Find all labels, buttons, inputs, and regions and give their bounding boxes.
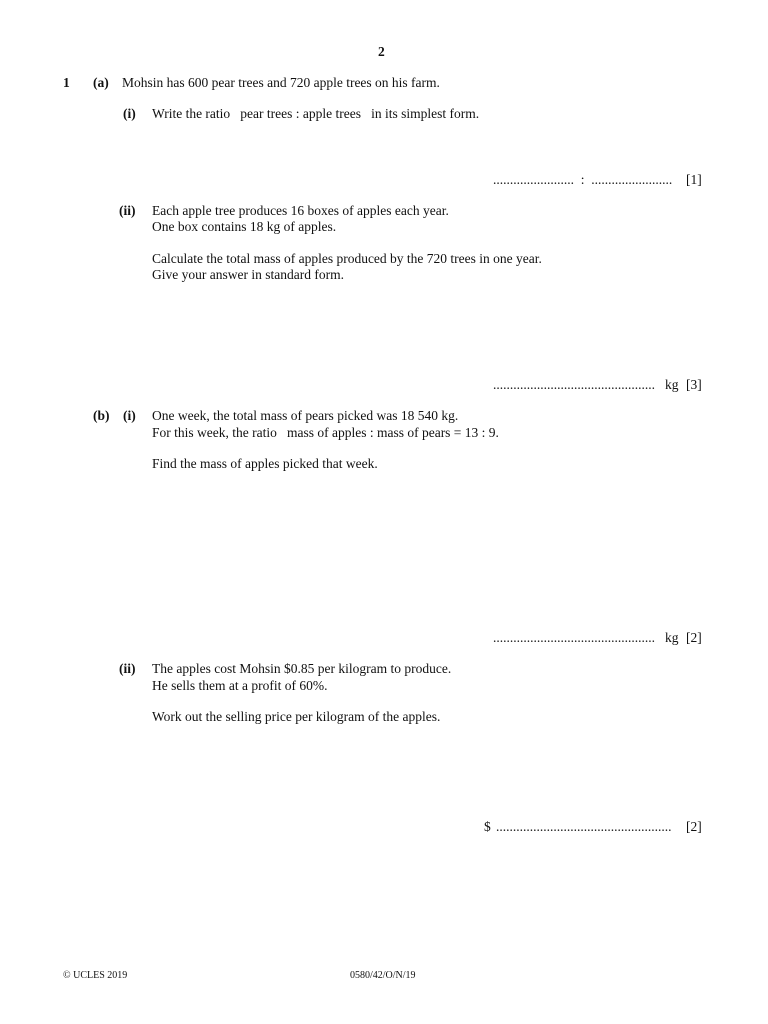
part-a-i-text: Write the ratio pear trees : apple trees in its simplest form.	[152, 106, 480, 121]
part-a-i-answer-line[interactable]: ........................ : ........................	[493, 172, 673, 187]
part-a-ii-answer-line[interactable]: ................................................	[493, 377, 655, 392]
page-number: 2	[378, 44, 385, 59]
part-a-ii-label: (ii)	[119, 203, 136, 218]
part-b-i-line1: One week, the total mass of pears picked was 18 540 kg.	[152, 408, 459, 423]
question-number: 1	[63, 75, 70, 90]
part-b-ii-marks: [2]	[686, 819, 702, 834]
part-b-label: (b)	[93, 408, 110, 423]
part-a-i-label: (i)	[123, 106, 136, 121]
part-b-i-line2: For this week, the ratio mass of apples : mass of pears = 13 : 9.	[152, 425, 499, 440]
part-a-ii-line2: One box contains 18 kg of apples.	[152, 219, 337, 234]
part-b-i-unit: kg	[665, 630, 679, 645]
part-b-ii-line2: He sells them at a profit of 60%.	[152, 678, 328, 693]
part-b-i-marks: [2]	[686, 630, 702, 645]
part-b-i-line3: Find the mass of apples picked that week.	[152, 456, 378, 471]
part-b-ii-line3: Work out the selling price per kilogram of the apples.	[152, 709, 441, 724]
part-a-i-marks: [1]	[686, 172, 702, 187]
footer-copyright: © UCLES 2019	[63, 970, 128, 981]
part-b-i-label: (i)	[123, 408, 136, 423]
part-a-label: (a)	[93, 75, 109, 90]
part-a-ii-line4: Give your answer in standard form.	[152, 267, 344, 282]
part-b-i-answer-line[interactable]: ................................................	[493, 630, 655, 645]
part-b-ii-line1: The apples cost Mohsin $0.85 per kilogram to produce.	[152, 661, 452, 676]
part-b-ii-currency: $	[484, 819, 491, 834]
part-a-ii-line1: Each apple tree produces 16 boxes of apples each year.	[152, 203, 449, 218]
part-a-ii-marks: [3]	[686, 377, 702, 392]
part-a-ii-unit: kg	[665, 377, 679, 392]
footer-code: 0580/42/O/N/19	[350, 970, 416, 981]
part-b-ii-label: (ii)	[119, 661, 136, 676]
part-b-ii-answer-line[interactable]: ....................................................	[496, 819, 672, 834]
part-a-intro: Mohsin has 600 pear trees and 720 apple trees on his farm.	[122, 75, 440, 90]
part-a-ii-line3: Calculate the total mass of apples produced by the 720 trees in one year.	[152, 251, 542, 266]
